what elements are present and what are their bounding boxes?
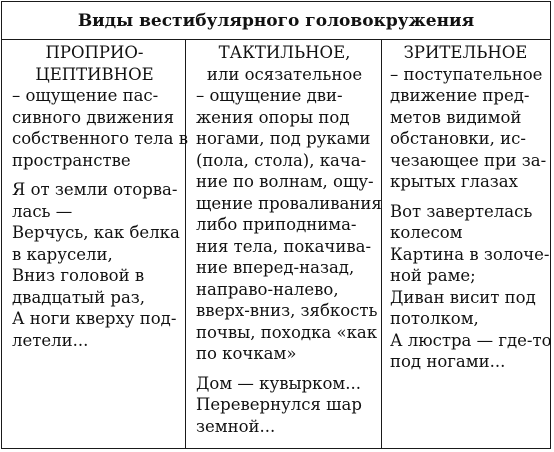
text-line: – ощущение пас- <box>12 86 159 105</box>
text-line: по кочкам» <box>196 344 297 363</box>
text-line: лась — <box>12 201 73 221</box>
text-line: Картина в золоче- <box>390 244 550 264</box>
text-line: крытых глазах <box>390 172 518 191</box>
text-line: (пола, стола), кача- <box>196 150 367 170</box>
column-heading <box>390 42 541 64</box>
heading-line: или осязательное <box>206 64 363 84</box>
column-heading <box>196 42 373 85</box>
poem-excerpt <box>390 201 552 373</box>
text-line: ногами, под руками <box>196 129 371 148</box>
text-line: колесом <box>390 223 463 242</box>
text-line: обстановки, ис- <box>390 129 526 148</box>
poem-excerpt <box>196 373 373 438</box>
column-heading <box>12 42 177 85</box>
text-line: А люстра — где-то <box>390 330 552 350</box>
column-proprioceptive <box>2 40 189 448</box>
definition <box>390 64 547 193</box>
text-line: земной... <box>196 416 276 436</box>
text-line: жения опоры под <box>196 107 350 127</box>
text-line: либо приподнима- <box>196 215 357 234</box>
text-line: сивного движения <box>12 107 175 127</box>
text-line: Дом — кувырком... <box>196 373 361 393</box>
text-line: ние по волнам, ощу- <box>196 172 374 191</box>
heading-line: ЗРИТЕЛЬНОЕ <box>403 43 528 62</box>
text-line: собственного тела в <box>12 129 189 148</box>
text-line: двадцатый раз, <box>12 287 146 307</box>
text-line: А ноги кверху под- <box>12 309 177 328</box>
definition <box>12 85 189 171</box>
text-line: Вниз головой в <box>12 266 145 285</box>
text-line: ной раме; <box>390 266 476 285</box>
text-line: Диван висит под <box>390 287 536 307</box>
definition <box>196 85 382 365</box>
text-line: ние вперед-назад, <box>196 258 355 277</box>
text-line: летели... <box>12 330 89 350</box>
heading-line: ПРОПРИО- <box>45 43 144 62</box>
text-line: Вот завертелась <box>390 201 533 221</box>
text-line: чезающее при за- <box>390 150 547 170</box>
text-line: потолком, <box>390 309 479 328</box>
text-line: направо-налево, <box>196 279 339 299</box>
vertigo-types-table <box>1 1 551 449</box>
text-line: в карусели, <box>12 244 113 264</box>
text-line: Верчусь, как белка <box>12 223 180 242</box>
text-line: метов видимой <box>390 107 522 127</box>
text-line: ния тела, покачива- <box>196 236 372 256</box>
text-line: почвы, походка «как <box>196 322 378 342</box>
text-line: вверх-вниз, зябкость <box>196 301 378 320</box>
column-tactile <box>186 40 382 448</box>
heading-line: ТАКТИЛЬНОЕ, <box>218 43 351 62</box>
text-line: пространстве <box>12 150 131 170</box>
poem-excerpt <box>12 179 180 351</box>
text-line: движение пред- <box>390 86 530 105</box>
table-title: Виды вестибулярного головокружения <box>2 2 550 40</box>
text-line: под ногами... <box>390 352 506 371</box>
text-line: Я от земли оторва- <box>12 180 178 199</box>
text-line: – ощущение дви- <box>196 86 343 105</box>
text-line: щение проваливания <box>196 193 382 213</box>
text-line: – поступательное <box>390 64 543 84</box>
column-visual <box>382 40 552 448</box>
heading-line: ЦЕПТИВНОЕ <box>35 64 154 84</box>
text-line: Перевернулся шар <box>196 395 362 414</box>
